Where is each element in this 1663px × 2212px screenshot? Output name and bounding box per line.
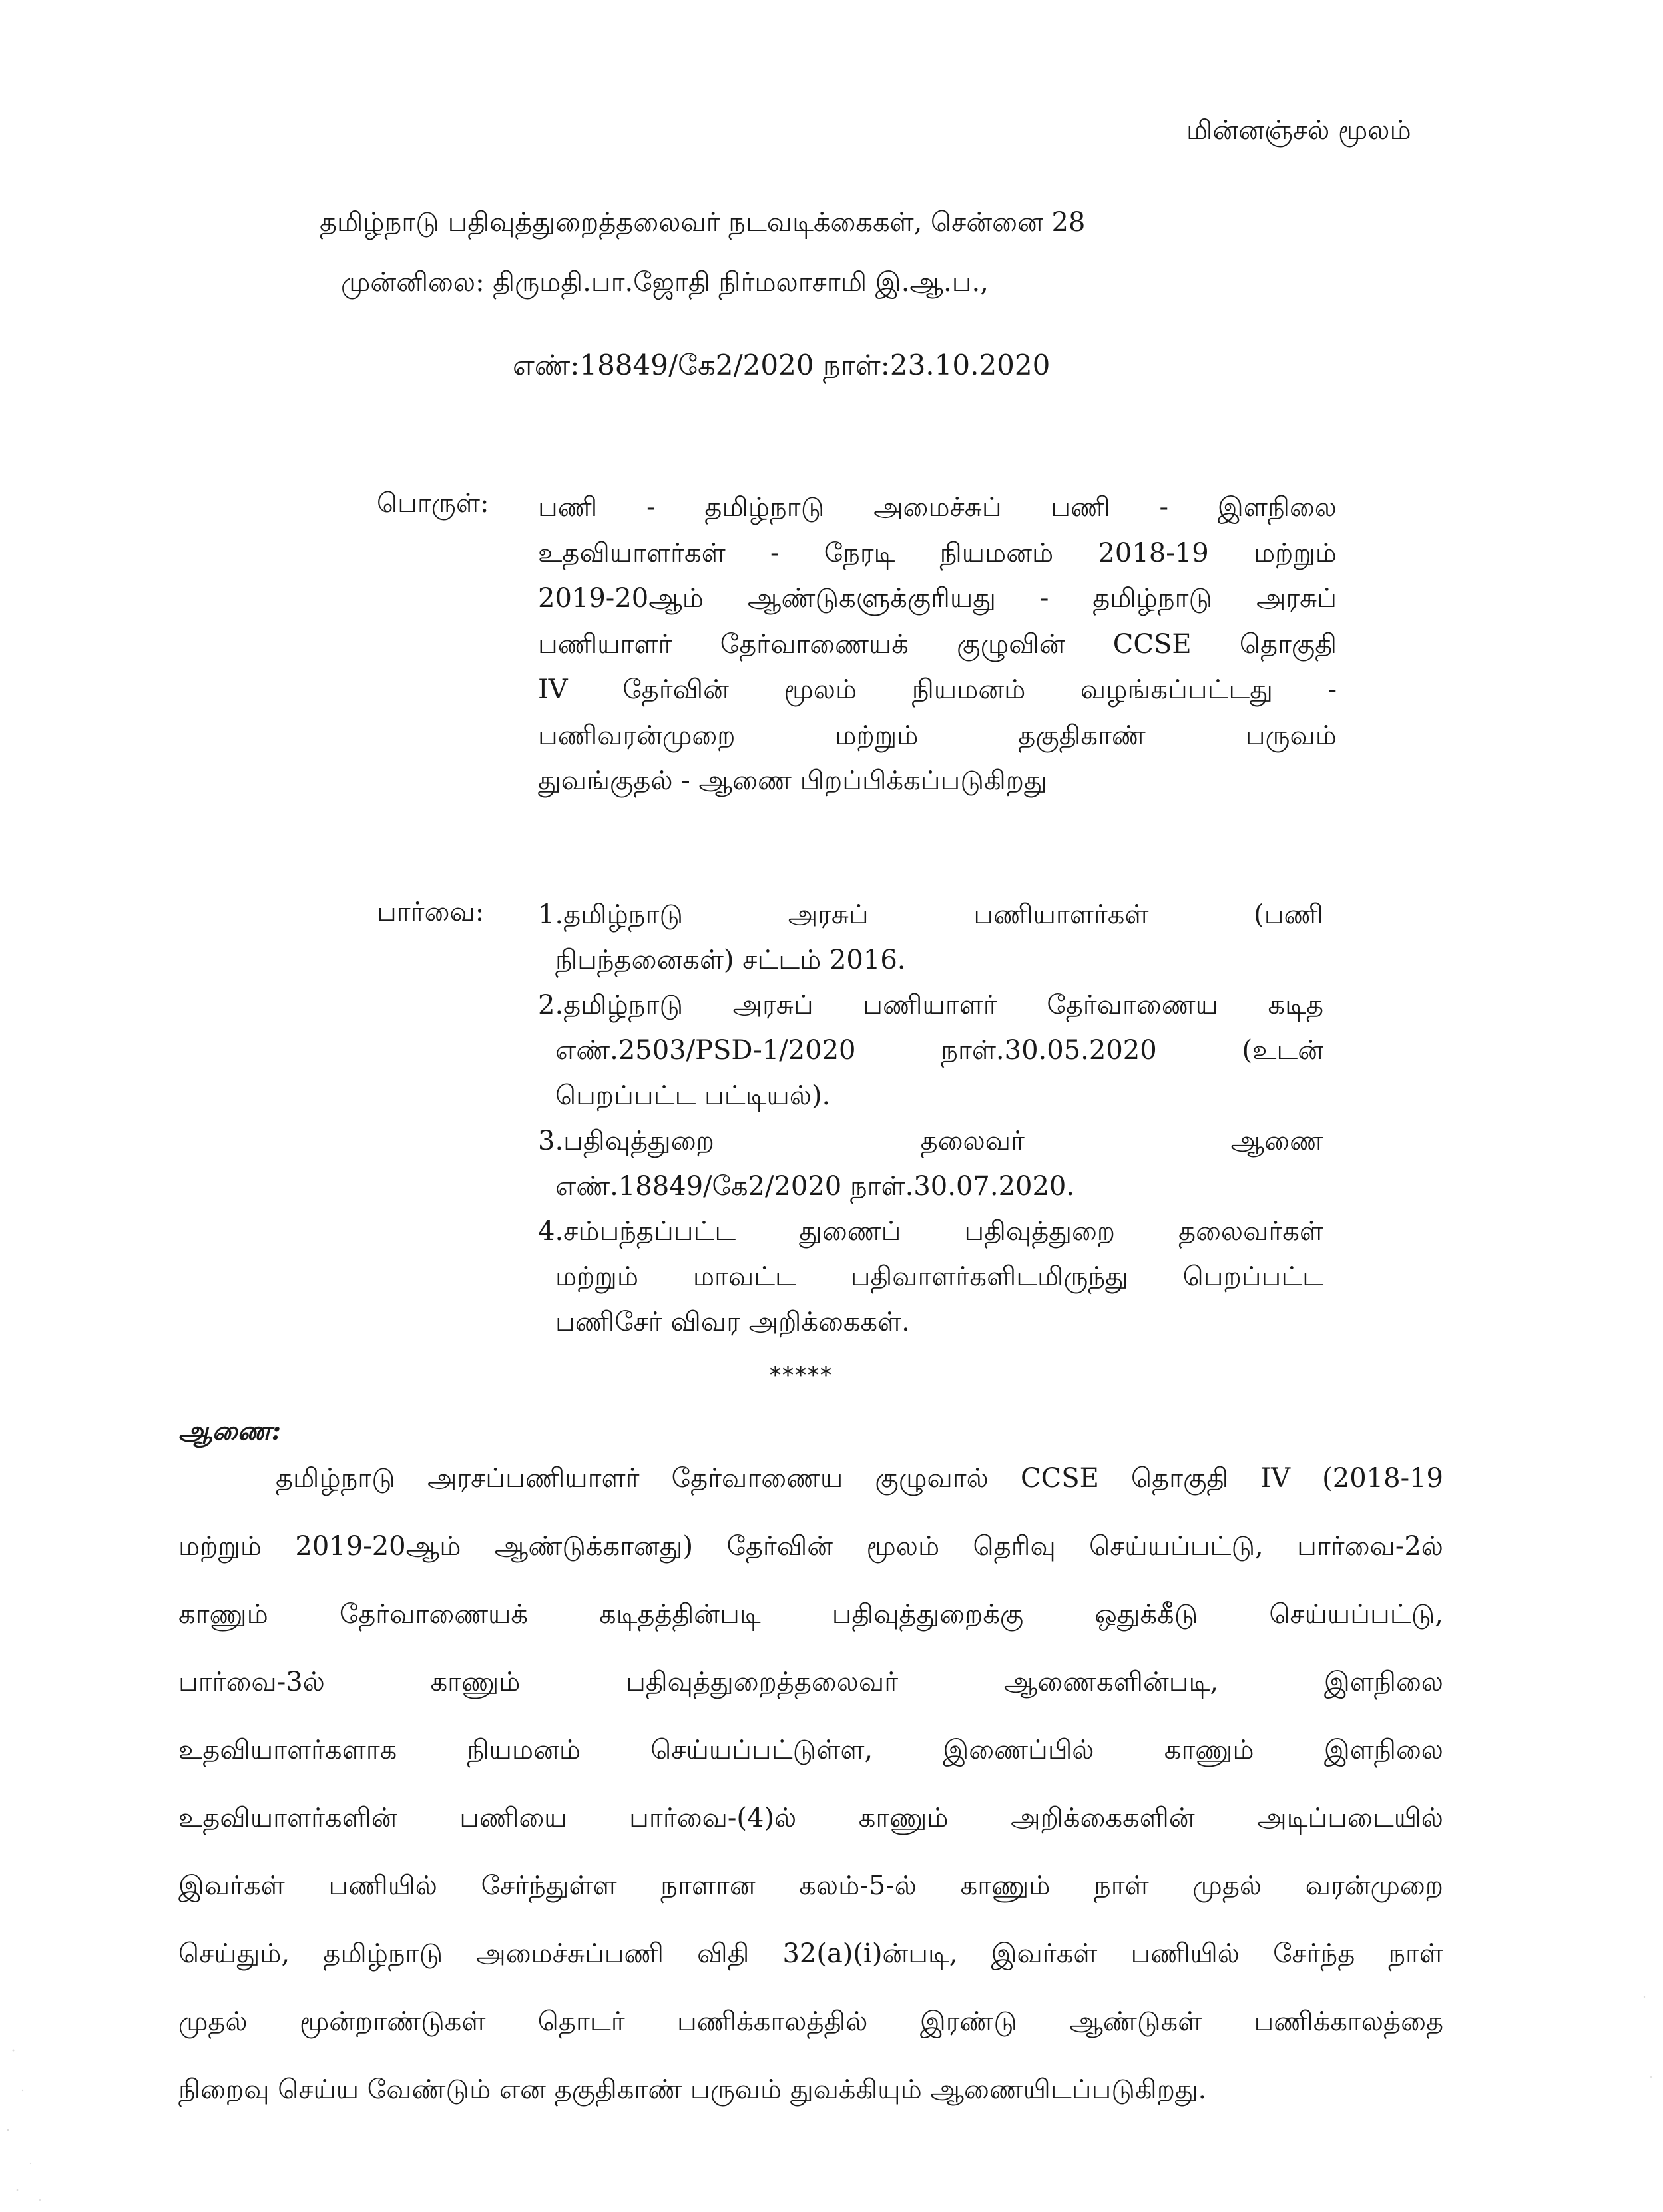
order-line: பார்வை-3ல் காணும் பதிவுத்துறைத்தலைவர் ஆணைகளின்படி, இளநிலை bbox=[178, 1667, 1443, 1697]
reference-line: 1.தமிழ்நாடு அரசுப் பணியாளர்கள் (பணி bbox=[538, 899, 1323, 930]
reference-line: பெறப்பட்ட பட்டியல்). bbox=[555, 1080, 831, 1111]
reference-item bbox=[538, 1118, 1323, 1209]
subject-line: பணியாளர் தேர்வாணையக் குழுவின் CCSE தொகுதி bbox=[538, 628, 1337, 660]
references-label: பார்வை: bbox=[377, 897, 485, 927]
subject-label: பொருள்: bbox=[377, 488, 489, 519]
subject-line: பணிவரன்முறை மற்றும் தகுதிகாண் பருவம் bbox=[538, 720, 1337, 751]
presence-line: முன்னிலை: திருமதி.பா.ஜோதி நிர்மலாசாமி இ.ஆ.ப., bbox=[341, 267, 989, 298]
reference-line: 4.சம்பந்தப்பட்ட துணைப் பதிவுத்துறை தலைவர்கள் bbox=[538, 1216, 1323, 1247]
reference-line: பணிசேர் விவர அறிக்கைகள். bbox=[555, 1307, 910, 1337]
order-line: உதவியாளர்களாக நியமனம் செய்யப்பட்டுள்ள, இணைப்பில் காணும் இளநிலை bbox=[178, 1735, 1443, 1765]
reference-line: மற்றும் மாவட்ட பதிவாளர்களிடமிருந்து பெறப்பட்ட bbox=[555, 1261, 1323, 1292]
reference-item bbox=[538, 983, 1323, 1118]
reference-item bbox=[538, 892, 1323, 983]
reference-line: எண்.2503/PSD-1/2020 நாள்.30.05.2020 (உடன் bbox=[555, 1035, 1323, 1066]
order-line: நிறைவு செய்ய வேண்டும் என தகுதிகாண் பருவம் துவக்கியும் ஆணையிடப்படுகிறது. bbox=[178, 2074, 1207, 2105]
subject-line: பணி - தமிழ்நாடு அமைச்சுப் பணி - இளநிலை bbox=[538, 492, 1337, 523]
order-line: இவர்கள் பணியில் சேர்ந்துள்ள நாளான கலம்-5-ல் காணும் நாள் முதல் வரன்முறை bbox=[178, 1871, 1443, 1901]
order-line: காணும் தேர்வாணையக் கடிதத்தின்படி பதிவுத்துறைக்கு ஒதுக்கீடு செய்யப்பட்டு, bbox=[178, 1599, 1443, 1630]
reference-line: 2.தமிழ்நாடு அரசுப் பணியாளர் தேர்வாணைய கடித bbox=[538, 990, 1323, 1020]
order-line: செய்தும், தமிழ்நாடு அமைச்சுப்பணி விதி 32(a)(i)ன்படி, இவர்கள் பணியில் சேர்ந்த நாள் bbox=[178, 1938, 1443, 1969]
reference-line: நிபந்தனைகள்) சட்டம் 2016. bbox=[555, 945, 906, 975]
references-list bbox=[538, 892, 1323, 1345]
subject-body bbox=[538, 485, 1337, 804]
order-line: மற்றும் 2019-20ஆம் ஆண்டுக்கானது) தேர்வின் மூலம் தெரிவு செய்யப்பட்டு, பார்வை-2ல் bbox=[178, 1531, 1443, 1562]
reference-item bbox=[538, 1209, 1323, 1345]
order-line: தமிழ்நாடு அரசப்பணியாளர் தேர்வாணைய குழுவால் CCSE தொகுதி IV (2018-19 bbox=[276, 1463, 1443, 1494]
order-line: உதவியாளர்களின் பணியை பார்வை-(4)ல் காணும் அறிக்கைகளின் அடிப்படையில் bbox=[178, 1803, 1443, 1833]
order-body bbox=[178, 1444, 1443, 2123]
subject-line: IV தேர்வின் மூலம் நியமனம் வழங்கப்பட்டது - bbox=[538, 674, 1337, 705]
order-line: முதல் மூன்றாண்டுகள் தொடர் பணிக்காலத்தில் இரண்டு ஆண்டுகள் பணிக்காலத்தை bbox=[178, 2006, 1443, 2037]
reference-line: 3.பதிவுத்துறை தலைவர் ஆணை bbox=[538, 1126, 1323, 1156]
reference-number: எண்:18849/கே2/2020 நாள்:23.10.2020 bbox=[513, 349, 1051, 381]
section-separator: ***** bbox=[770, 1362, 833, 1389]
office-title: தமிழ்நாடு பதிவுத்துறைத்தலைவர் நடவடிக்கைகள், சென்னை 28 bbox=[320, 207, 1086, 238]
subject-line: துவங்குதல் - ஆணை பிறப்பிக்கப்படுகிறது bbox=[538, 766, 1047, 796]
reference-line: எண்.18849/கே2/2020 நாள்.30.07.2020. bbox=[555, 1171, 1075, 1202]
order-label: ஆணை: bbox=[178, 1415, 282, 1446]
subject-line: உதவியாளர்கள் - நேரடி நியமனம் 2018-19 மற்றும் bbox=[538, 537, 1337, 568]
delivery-mode: மின்னஞ்சல் மூலம் bbox=[1186, 115, 1411, 146]
subject-line: 2019-20ஆம் ஆண்டுகளுக்குரியது - தமிழ்நாடு அரசுப் bbox=[538, 583, 1337, 614]
